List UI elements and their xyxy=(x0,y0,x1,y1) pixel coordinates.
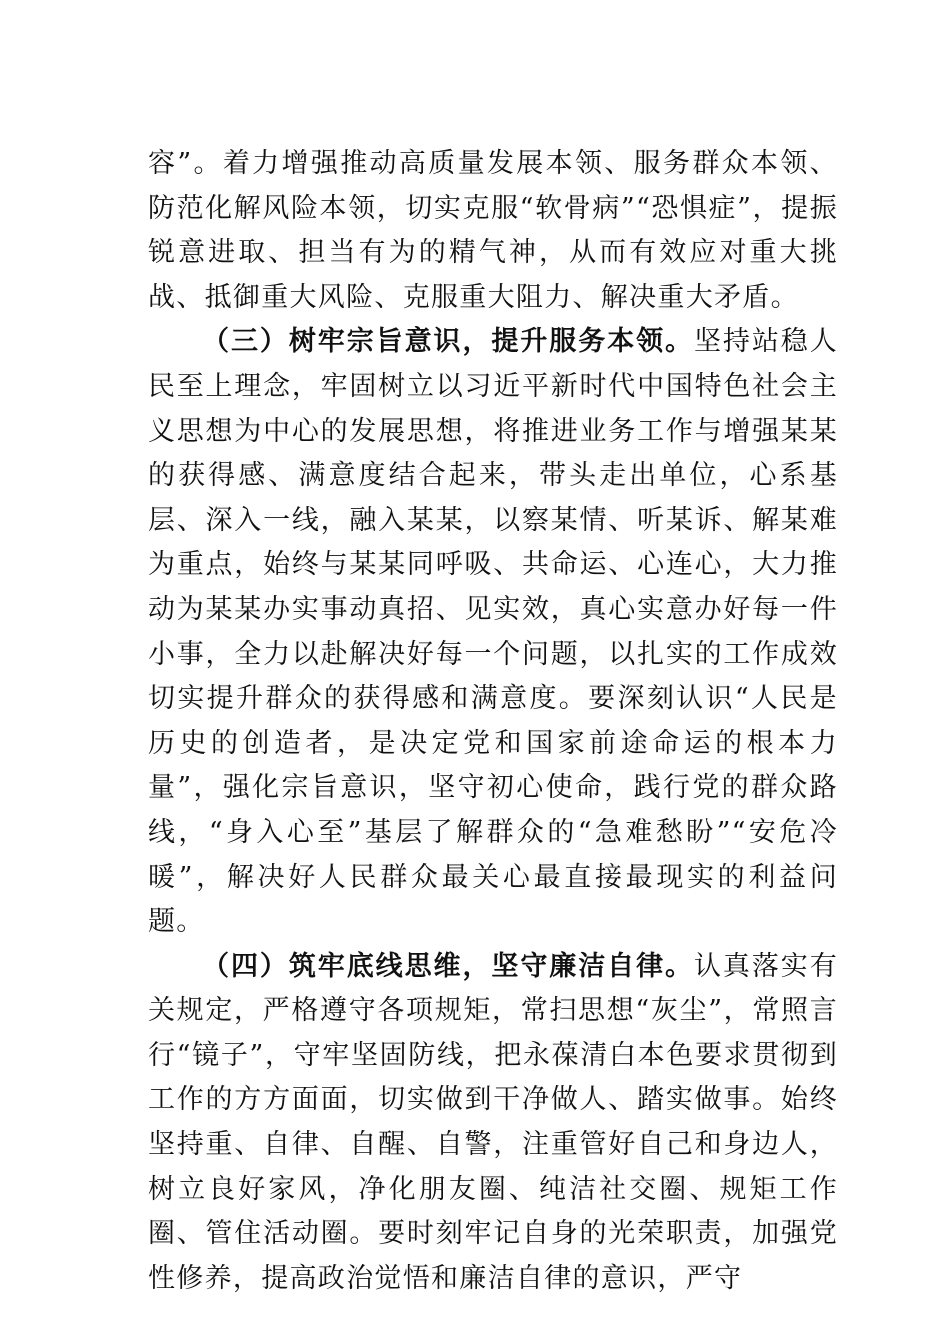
paragraph-section-three xyxy=(148,320,838,944)
paragraph-continuation xyxy=(148,142,838,320)
document-body xyxy=(148,142,838,1301)
paragraph-text: 容”。着力增强推动高质量发展本领、服务群众本领、防范化解风险本领，切实克服“软骨病”“恐惧症”，提振锐意进取、担当有为的精气神，从而有效应对重大挑战、抵御重大风险、克服重大阻力、解决重大矛盾。 xyxy=(148,148,838,313)
section-heading: （四）筑牢底线思维，坚守廉洁自律。 xyxy=(202,950,694,982)
paragraph-text: 坚持站稳人民至上理念，牢固树立以习近平新时代中国特色社会主义思想为中心的发展思想，将推进业务工作与增强某某的获得感、满意度结合起来，带头走出单位，心系基层、深入一线，融入某某，以察某情、听某诉、解某难为重点，始终与某某同呼吸、共命运、心连心，大力推动为某某办实事动真招、见实效，真心实意办好每一件小事，全力以赴解决好每一个问题，以扎实的工作成效切实提升群众的获得感和满意度。要深刻认识“人民是历史的创造者，是决定党和国家前途命运的根本力量”，强化宗旨意识，坚守初心使命，践行党的群众路线，“身入心至”基层了解群众的“急难愁盼”“安危冷暖”，解决好人民群众最关心最直接最现实的利益问题。 xyxy=(148,326,839,938)
section-heading: （三）树牢宗旨意识，提升服务本领。 xyxy=(202,326,694,358)
paragraph-section-four xyxy=(148,945,838,1302)
paragraph-text: 认真落实有关规定，严格遵守各项规矩，常扫思想“灰尘”，常照言行“镜子”，守牢坚固防线，把永葆清白本色要求贯彻到工作的方方面面，切实做到干净做人、踏实做事。始终坚持重、自律、自醒、自警，注重管好自己和身边人，树立良好家风，净化朋友圈、纯洁社交圈、规矩工作圈、管住活动圈。要时刻牢记自身的光荣职责，加强党性修养，提高政治觉悟和廉洁自律的意识，严守 xyxy=(148,950,839,1294)
